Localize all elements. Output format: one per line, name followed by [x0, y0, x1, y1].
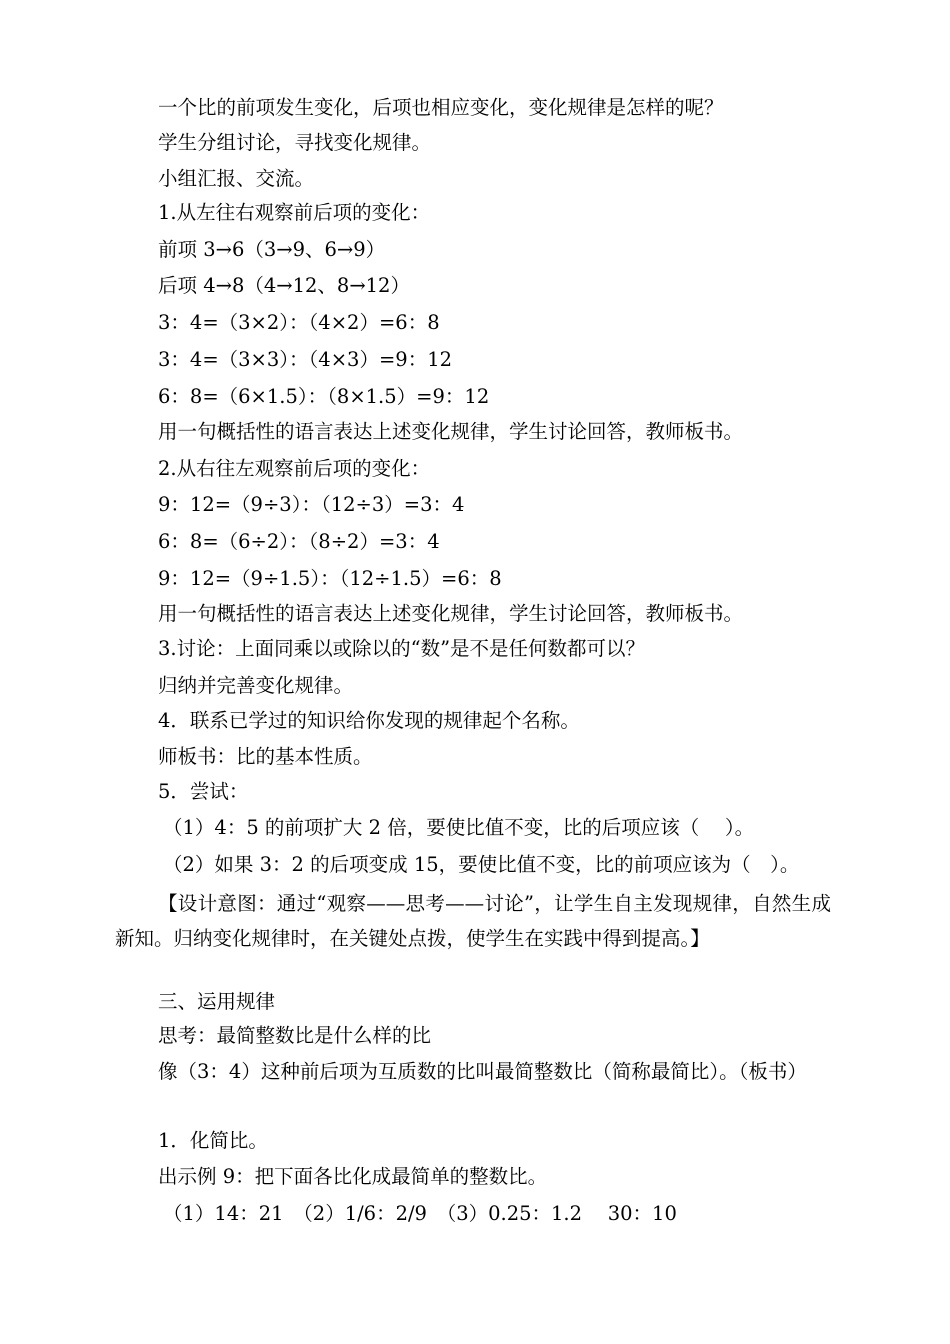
text-line: 1.从左往右观察前后项的变化： [158, 201, 431, 224]
text-line: 小组汇报、交流。 [158, 167, 315, 190]
text-line: （2）如果 3：2 的后项变成 15，要使比值不变，比的前项应该为（ ）。 [163, 853, 800, 876]
text-line: 6：8=（6÷2）：（8÷2）=3：4 [158, 530, 440, 553]
text-line: 出示例 9：把下面各比化成最简单的整数比。 [158, 1165, 548, 1188]
text-line: 用一句概括性的语言表达上述变化规律，学生讨论回答，教师板书。 [158, 602, 744, 625]
text-line: 前项 3→6（3→9、6→9） [158, 238, 386, 261]
text-line: 师板书：比的基本性质。 [158, 745, 373, 768]
text-line: 2.从右往左观察前后项的变化： [158, 457, 431, 480]
design-intent-paragraph: 【设计意图：通过“观察——思考——讨论”，让学生自主发现规律，自然生成新知。归纳变化规律时，在关键处点拨，使学生在实践中得到提高。】 [115, 892, 831, 950]
text-line: 学生分组讨论，寻找变化规律。 [158, 131, 432, 154]
text-line: 1．化简比。 [158, 1129, 268, 1152]
text-line: 思考：最简整数比是什么样的比 [158, 1024, 432, 1047]
exercise-line: （1）14：21 （2）1/6：2/9 （3）0.25：1.2 30：10 [163, 1202, 677, 1225]
text-line: 后项 4→8（4→12、8→12） [158, 274, 410, 297]
text-line: 3：4=（3×3）：（4×3）=9：12 [158, 348, 453, 371]
text-line: 4．联系已学过的知识给你发现的规律起个名称。 [158, 709, 580, 732]
text-line: 一个比的前项发生变化，后项也相应变化，变化规律是怎样的呢？ [158, 96, 724, 119]
text-line: 用一句概括性的语言表达上述变化规律，学生讨论回答，教师板书。 [158, 420, 744, 443]
text-line: 5．尝试： [158, 780, 249, 803]
text-line: （1）4：5 的前项扩大 2 倍，要使比值不变，比的后项应该（ ）。 [163, 816, 755, 839]
definition-paragraph: 像（3：4）这种前后项为互质数的比叫最简整数比（简称最简比）。（板书） [158, 1060, 807, 1083]
text-line: 3.讨论：上面同乘以或除以的“数”是不是任何数都可以？ [158, 637, 646, 660]
text-line: 3：4=（3×2）：（4×2）=6：8 [158, 311, 440, 334]
text-line: 6：8=（6×1.5）：（8×1.5）=9：12 [158, 385, 490, 408]
section-heading: 三、运用规律 [158, 990, 276, 1013]
text-line: 归纳并完善变化规律。 [158, 674, 354, 697]
text-line: 9：12=（9÷3）：（12÷3）=3：4 [158, 493, 465, 516]
text-line: 9：12=（9÷1.5）：（12÷1.5）=6：8 [158, 567, 502, 590]
